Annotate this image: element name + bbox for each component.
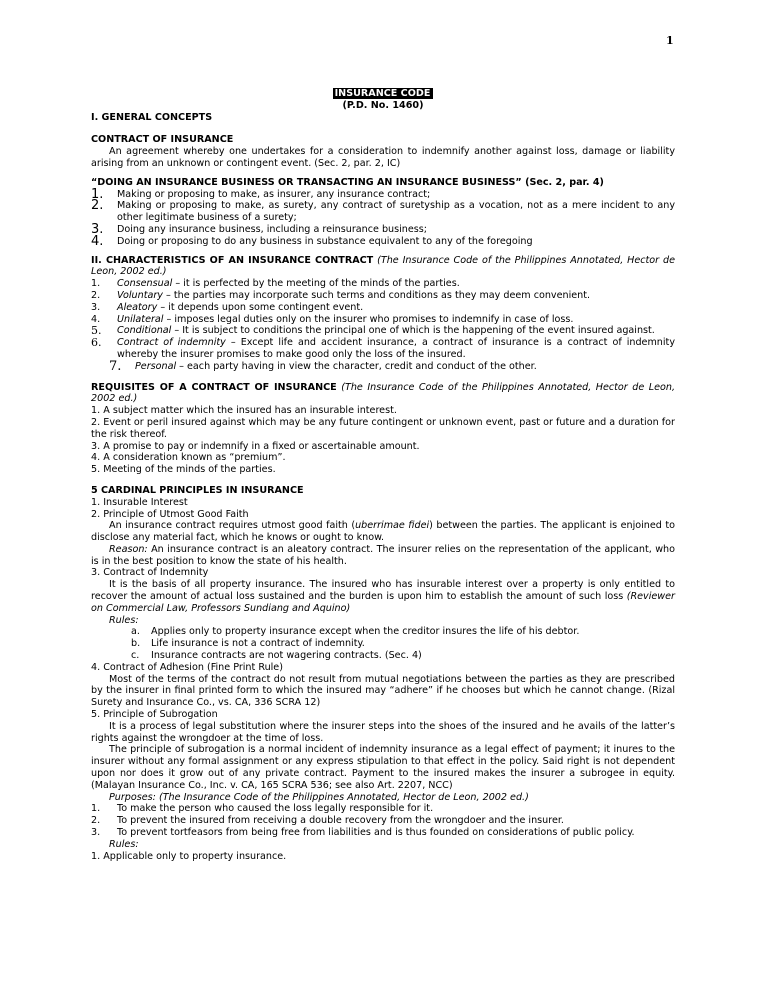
principle-5-text-1: It is a process of legal substitution where the insurer steps into the shoes of the insured and he avails of the latter’s rights against the wrongdoer at the time of loss. [91, 720, 675, 744]
characteristic-item [91, 325, 675, 337]
business-heading: “DOING AN INSURANCE BUSINESS OR TRANSACTING AN INSURANCE BUSINESS” (Sec. 2, par. 4) [91, 176, 604, 188]
characteristic-item [91, 278, 675, 290]
principle-4-text: Most of the terms of the contract do not result from mutual negotiations between the parties as they are prescribed by the insurer in final printed form to which the insured may “adhere” if he chooses but which he cannot change. (Rizal Surety and Insurance Co., vs. CA, 336 SCRA 12) [91, 673, 675, 709]
reason-text: Reason: An insurance contract is an aleatory contract. The insurer relies on the representation of the applicant, who is in the best position to know the state of his health. [91, 543, 675, 567]
characteristic-term: Unilateral [117, 313, 164, 325]
characteristic-text [117, 290, 675, 302]
business-item-text: Making or proposing to make, as insurer, any insurance contract; [117, 188, 431, 200]
business-item-number: 2. [91, 198, 104, 214]
business-item-text: Doing any insurance business, including a reinsurance business; [117, 223, 428, 235]
requisite-item: 1. A subject matter which the insured has an insurable interest. [91, 405, 397, 417]
principle-3-text: It is the basis of all property insurance. The insured who has insurable interest over a property is only entitled to recover the amount of actual loss sustained and the burden is upon him to establish the amount of such loss (Reviewer on Commercial Law, Professors Sundiang and Aquino) [91, 579, 675, 614]
rules-label: Rules: [109, 614, 139, 626]
principle-4: 4. Contract of Adhesion (Fine Print Rule) [91, 661, 283, 673]
characteristic-desc: – it is perfected by the meeting of the minds of the parties. [172, 278, 460, 290]
purpose-text: To prevent tortfeasors from being free from liabilities and is thus founded on considerations of public policy. [117, 827, 635, 839]
page-number: 1 [666, 34, 674, 47]
characteristics-heading: II. CHARACTERISTICS OF AN INSURANCE CONTRACT (The Insurance Code of the Philippines Annotated, Hector de Leon, 2002 ed.) [91, 254, 675, 278]
doc-subtitle: (P.D. No. 1460) [342, 99, 424, 111]
doc-title: INSURANCE CODE [91, 88, 675, 100]
principle-3: 3. Contract of Indemnity [91, 567, 209, 579]
business-item [91, 200, 675, 224]
requisite-item: 4. A consideration known as “premium”. [91, 452, 286, 464]
characteristic-term: Aleatory [117, 301, 158, 313]
rules-2-label: Rules: [109, 838, 139, 850]
characteristic-text [117, 325, 675, 337]
characteristic-item [91, 358, 675, 374]
characteristic-term: Consensual [117, 278, 173, 290]
principle-5: 5. Principle of Subrogation [91, 709, 218, 721]
business-item-number: 3. [91, 221, 104, 237]
rules-list [91, 626, 675, 661]
purpose-item [91, 815, 675, 827]
business-item-text: Doing or proposing to do any business in substance equivalent to any of the foregoing [117, 235, 533, 247]
purpose-number: 3. [91, 827, 101, 839]
document-body [91, 88, 675, 862]
characteristic-number: 2. [91, 289, 101, 301]
principle-2: 2. Principle of Utmost Good Faith [91, 508, 249, 520]
characteristic-desc: – Except life and accident insurance, a contract of insurance is a contract of indemnity whereby the insurer promises to make good only the loss of the insured. [117, 337, 675, 360]
cardinal-heading: 5 CARDINAL PRINCIPLES IN INSURANCE [91, 484, 304, 496]
business-item [91, 233, 675, 249]
rule-text: Applies only to property insurance except when the creditor insures the life of his debtor. [151, 626, 580, 638]
characteristic-text [117, 278, 675, 290]
characteristic-text [117, 314, 675, 326]
purpose-item [91, 803, 675, 815]
rule-letter: a. [131, 626, 140, 638]
characteristic-term: Contract of indemnity [117, 337, 226, 349]
characteristic-text [117, 302, 675, 314]
rule-item [131, 626, 675, 638]
business-list [91, 186, 675, 249]
business-item [91, 186, 675, 202]
rule-text: Life insurance is not a contract of indemnity. [151, 638, 365, 650]
characteristic-item [91, 302, 675, 314]
characteristic-desc: – imposes legal duties only on the insurer who promises to indemnify in case of loss. [163, 313, 574, 325]
rule-item [131, 638, 675, 650]
requisite-item: 5. Meeting of the minds of the parties. [91, 464, 276, 476]
characteristic-desc: – the parties may incorporate such terms and conditions as they may deem convenient. [162, 289, 591, 301]
rule-text: Insurance contracts are not wagering contracts. (Sec. 4) [151, 650, 422, 662]
rule-letter: c. [131, 650, 140, 662]
characteristic-desc: – each party having in view the character, credit and conduct of the other. [176, 360, 537, 372]
principle-5-text-2: The principle of subrogation is a normal incident of indemnity insurance as a legal effect of payment; it inures to the insurer without any formal assignment or any express stipulation to that effect in the policy. Said right is not dependent upon nor does it grow out of any private contract. Payment to the insured makes the insurer a subrogee in equity. (Malayan Insurance Co., Inc. v. CA, 165 SCRA 536; see also Art. 2207, NCC) [91, 744, 675, 791]
section-general-concepts: I. GENERAL CONCEPTS [91, 111, 213, 123]
characteristic-number: 3. [91, 301, 101, 313]
requisite-item: 2. Event or peril insured against which may be any future contingent or unknown event, past or future and a duration for the risk thereof. [91, 416, 675, 440]
characteristic-desc: – it depends upon some contingent event. [157, 301, 364, 313]
principle-1: 1. Insurable Interest [91, 496, 188, 508]
characteristic-number: 5. [91, 324, 102, 338]
characteristic-item [91, 290, 675, 302]
characteristic-text [135, 361, 675, 373]
characteristic-number: 4. [91, 313, 101, 325]
purpose-text: To prevent the insured from receiving a double recovery from the wrongdoer and the insurer. [117, 815, 564, 827]
characteristic-number: 1. [91, 278, 101, 290]
characteristic-text [117, 337, 675, 361]
business-item-number: 4. [91, 233, 104, 249]
rule-item [131, 650, 675, 662]
business-item [91, 221, 675, 237]
characteristic-desc: – It is subject to conditions the principal one of which is the happening of the event insured against. [171, 325, 655, 337]
purpose-text: To make the person who caused the loss legally responsible for it. [117, 803, 434, 815]
requisites-list [91, 405, 675, 476]
purpose-item [91, 827, 675, 839]
purpose-number: 2. [91, 815, 101, 827]
characteristic-number: 6. [91, 336, 102, 350]
contract-definition: An agreement whereby one undertakes for a consideration to indemnify another against loss, damage or liability arising from an unknown or contingent event. (Sec. 2, par. 2, IC) [91, 146, 675, 169]
rule-letter: b. [131, 638, 141, 650]
purposes-label: Purposes: (The Insurance Code of the Philippines Annotated, Hector de Leon, 2002 ed.) [109, 791, 529, 803]
rules-2-item: 1. Applicable only to property insurance. [91, 850, 287, 862]
characteristic-term: Personal [135, 360, 177, 372]
characteristic-number: 7. [109, 358, 122, 374]
characteristic-item [91, 337, 675, 361]
characteristics-list [91, 278, 675, 372]
contract-heading: CONTRACT OF INSURANCE [91, 134, 234, 146]
characteristic-term: Conditional [117, 325, 172, 337]
business-item-text: Making or proposing to make, as surety, any contract of suretyship as a vocation, not as a mere incident to any other legitimate business of a surety; [117, 200, 675, 224]
characteristic-term: Voluntary [117, 289, 163, 301]
characteristic-item [91, 314, 675, 326]
principle-2-text: An insurance contract requires utmost good faith (uberrimae fidei) between the parties. The applicant is enjoined to disclose any material fact, which he knows or ought to know. [91, 520, 675, 544]
requisites-heading: REQUISITES OF A CONTRACT OF INSURANCE (The Insurance Code of the Philippines Annotated, Hector de Leon, 2002 ed.) [91, 381, 675, 405]
business-item-number: 1. [91, 186, 104, 202]
requisite-item: 3. A promise to pay or indemnify in a fixed or ascertainable amount. [91, 440, 420, 452]
purposes-list [91, 803, 675, 838]
purpose-number: 1. [91, 803, 101, 815]
